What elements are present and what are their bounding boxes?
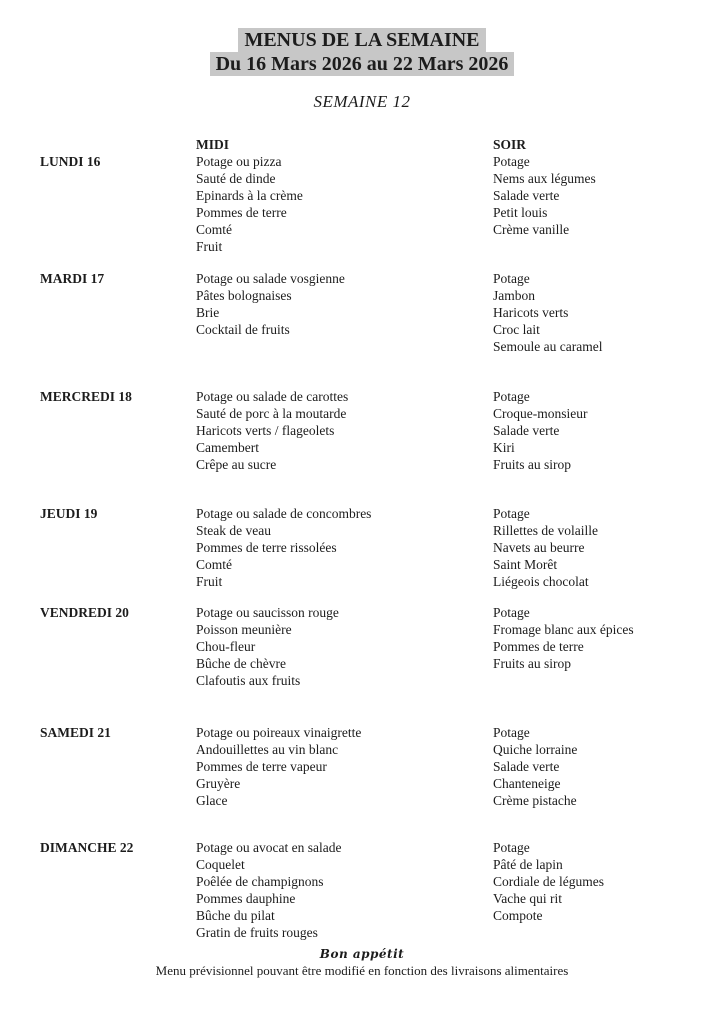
title-line-1 [40,28,684,52]
menu-item: Cocktail de fruits [196,322,290,337]
menu-item: Pâté de lapin [493,857,563,872]
soir-menu [493,270,684,355]
day-section [40,153,684,255]
soir-menu [493,505,684,590]
menu-item: Sauté de porc à la moutarde [196,406,347,421]
menu-item: Rillettes de volaille [493,523,598,538]
document-date-range: Du 16 Mars 2026 au 22 Mars 2026 [210,52,515,76]
midi-menu [196,604,493,689]
menu-item: Petit louis [493,205,548,220]
menu-item: Crêpe au sucre [196,457,277,472]
menu-days [40,153,684,941]
soir-menu [493,724,684,809]
menu-item: Bûche de chèvre [196,656,286,671]
soir-menu [493,388,684,473]
menu-item: Nems aux légumes [493,171,596,186]
day-section [40,724,684,809]
midi-menu [196,839,493,941]
day-section [40,839,684,941]
menu-item: Haricots verts [493,305,569,320]
menu-item: Vache qui rit [493,891,562,906]
menu-item: Croque-monsieur [493,406,588,421]
menu-item: Poêlée de champignons [196,874,324,889]
menu-item: Fruit [196,239,223,254]
menu-item: Salade verte [493,188,560,203]
day-label: MERCREDI 18 [40,389,132,404]
menu-item: Cordiale de légumes [493,874,604,889]
menu-item: Fromage blanc aux épices [493,622,634,637]
menu-item: Comté [196,222,232,237]
menu-item: Potage [493,506,530,521]
menu-item: Pommes de terre vapeur [196,759,327,774]
menu-item: Gruyère [196,776,241,791]
menu-item: Jambon [493,288,535,303]
day-section [40,388,684,473]
menu-item: Kiri [493,440,515,455]
menu-item: Navets au beurre [493,540,585,555]
menu-item: Sauté de dinde [196,171,276,186]
menu-item: Andouillettes au vin blanc [196,742,339,757]
menu-item: Fruits au sirop [493,656,572,671]
menu-item: Compote [493,908,543,923]
menu-item: Brie [196,305,220,320]
column-header-soir: SOIR [493,137,527,152]
midi-menu [196,388,493,473]
menu-item: Pommes de terre [493,639,584,654]
menu-item: Crème pistache [493,793,577,808]
day-section [40,604,684,689]
day-label: VENDREDI 20 [40,605,129,620]
menu-item: Comté [196,557,232,572]
menu-item: Glace [196,793,228,808]
menu-item: Coquelet [196,857,245,872]
column-headers [40,136,684,153]
title-line-2 [40,52,684,76]
menu-item: Potage [493,605,530,620]
column-header-spacer [40,136,196,153]
title-block [40,28,684,112]
menu-item: Poisson meunière [196,622,292,637]
midi-menu [196,270,493,355]
menu-item: Fruit [196,574,223,589]
day-section [40,505,684,590]
day-label: JEUDI 19 [40,506,98,521]
day-label: MARDI 17 [40,271,105,286]
disclaimer-note: Menu prévisionnel pouvant être modifié en fonction des livraisons alimentaires [155,963,569,978]
menu-item: Steak de veau [196,523,271,538]
menu-item: Pommes de terre rissolées [196,540,337,555]
column-header-midi: MIDI [196,137,229,152]
menu-item: Potage ou salade vosgienne [196,271,345,286]
menu-item: Gratin de fruits rouges [196,925,318,940]
menu-item: Quiche lorraine [493,742,578,757]
menu-item: Fruits au sirop [493,457,572,472]
menu-item: Bûche du pilat [196,908,275,923]
day-section [40,270,684,355]
menu-item: Epinards à la crème [196,188,303,203]
menu-item: Potage [493,154,530,169]
document-title: MENUS DE LA SEMAINE [238,28,485,52]
menu-item: Potage [493,389,530,404]
footer [40,947,684,979]
menu-item: Potage [493,725,530,740]
bon-appetit-note: Bon appétit [319,947,405,961]
menu-item: Clafoutis aux fruits [196,673,301,688]
menu-item: Haricots verts / flageolets [196,423,335,438]
day-label: LUNDI 16 [40,154,101,169]
day-label: SAMEDI 21 [40,725,111,740]
menu-item: Potage [493,840,530,855]
menu-item: Pâtes bolognaises [196,288,292,303]
midi-menu [196,505,493,590]
week-number: SEMAINE 12 [313,92,411,111]
menu-item: Chanteneige [493,776,561,791]
menu-item: Potage ou pizza [196,154,282,169]
menu-item: Potage ou poireaux vinaigrette [196,725,362,740]
menu-item: Potage ou salade de concombres [196,506,372,521]
menu-item: Camembert [196,440,259,455]
soir-menu [493,153,684,255]
menu-item: Potage ou salade de carottes [196,389,349,404]
soir-menu [493,604,684,689]
menu-item: Salade verte [493,423,560,438]
menu-item: Semoule au caramel [493,339,603,354]
midi-menu [196,724,493,809]
menu-item: Pommes de terre [196,205,287,220]
menu-item: Croc lait [493,322,540,337]
midi-menu [196,153,493,255]
menu-item: Pommes dauphine [196,891,296,906]
menu-item: Potage ou saucisson rouge [196,605,339,620]
menu-item: Chou-fleur [196,639,256,654]
day-label: DIMANCHE 22 [40,840,134,855]
menu-item: Potage ou avocat en salade [196,840,342,855]
menu-item: Saint Morêt [493,557,558,572]
menu-item: Crème vanille [493,222,570,237]
soir-menu [493,839,684,941]
menu-item: Salade verte [493,759,560,774]
menu-item: Liégeois chocolat [493,574,589,589]
menu-item: Potage [493,271,530,286]
